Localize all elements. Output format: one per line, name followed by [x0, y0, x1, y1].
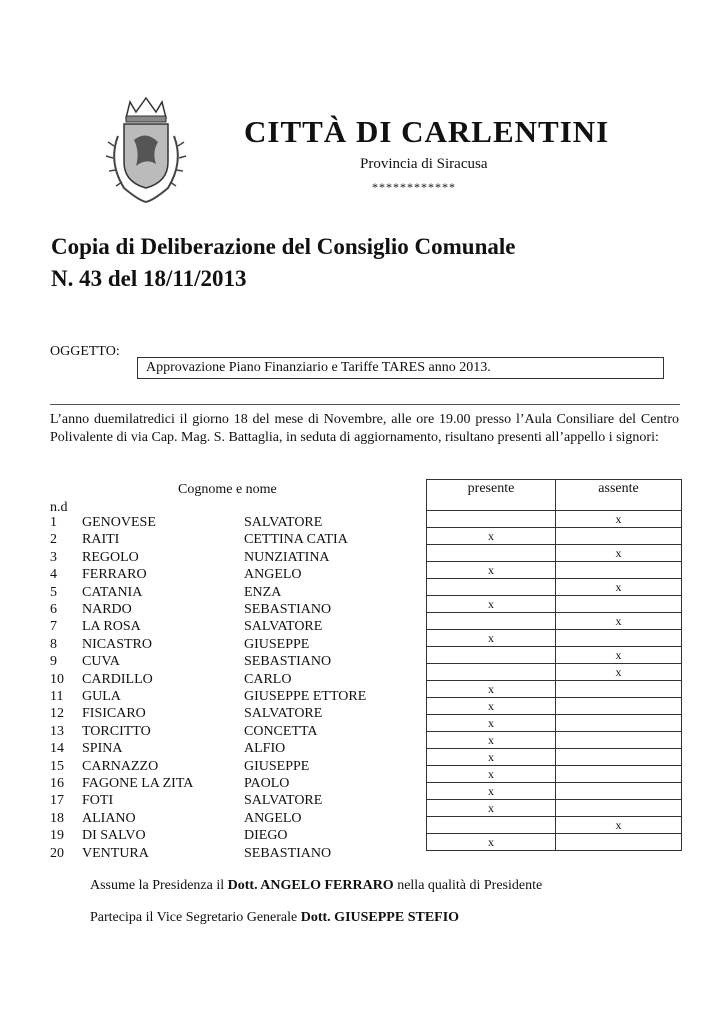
- attendance-row: [427, 783, 682, 800]
- document-number: N. 43 del 18/11/2013: [51, 266, 247, 291]
- councillor-first-name: SALVATORE: [244, 793, 323, 809]
- councillor-number: 1: [50, 515, 57, 530]
- attendance-table-header: [427, 480, 682, 511]
- attendance-row: [427, 766, 682, 783]
- councillor-number: 13: [50, 723, 64, 739]
- councillor-first-name: SALVATORE: [244, 515, 323, 530]
- present-mark: [427, 613, 556, 630]
- intro-paragraph: L’anno duemilatredici il giorno 18 del mese di Novembre, alle ore 19.00 presso l’Aula Consiliare del Centro Polivalente di via Cap. Mag. S. Battaglia, in seduta di aggiornamento, risultano presenti all’appello i signori:: [50, 412, 679, 445]
- councillor-row: [50, 514, 430, 531]
- councillor-surname: NARDO: [82, 602, 132, 617]
- councillor-first-name: SALVATORE: [244, 706, 323, 722]
- councillor-row: [50, 601, 430, 618]
- attendance-row: [427, 562, 682, 579]
- councillor-row: [50, 845, 430, 862]
- councillor-surname: FISICARO: [82, 706, 146, 722]
- councillor-first-name: CONCETTA: [244, 723, 318, 739]
- councillor-first-name: ANGELO: [244, 567, 302, 583]
- subject-label: OGGETTO:: [50, 344, 120, 359]
- councillor-surname: GENOVESE: [82, 515, 156, 530]
- councillor-number: 4: [50, 567, 57, 583]
- absent-mark: [556, 800, 682, 817]
- absent-mark: [556, 749, 682, 766]
- decorative-stars: ************: [372, 180, 456, 194]
- councillor-surname: CUVA: [82, 654, 120, 670]
- city-title: CITTÀ DI CARLENTINI: [244, 114, 610, 149]
- attendance-row: [427, 647, 682, 664]
- councillor-first-name: SALVATORE: [244, 619, 323, 635]
- presidency-line: [90, 878, 542, 894]
- absent-mark: [556, 766, 682, 783]
- attendance-row: [427, 664, 682, 681]
- attendance-row: [427, 681, 682, 698]
- present-mark: [427, 545, 556, 562]
- province-label: Provincia di Siracusa: [360, 156, 488, 172]
- present-mark: x: [427, 800, 556, 817]
- attendance-row: [427, 698, 682, 715]
- councillor-first-name: NUNZIATINA: [244, 549, 330, 565]
- attendance-row: [427, 834, 682, 851]
- councillor-surname: GULA: [82, 689, 121, 704]
- number-column-header: n.d: [50, 500, 68, 515]
- absent-mark: [556, 528, 682, 545]
- absent-mark: [556, 732, 682, 749]
- absent-mark: x: [556, 579, 682, 596]
- councillor-row: [50, 566, 430, 583]
- councillor-number: 7: [50, 619, 57, 635]
- present-mark: x: [427, 749, 556, 766]
- absent-mark: x: [556, 613, 682, 630]
- councillor-number: 5: [50, 584, 57, 600]
- attendance-row: [427, 817, 682, 834]
- present-mark: x: [427, 766, 556, 783]
- present-mark: x: [427, 562, 556, 579]
- attendance-row: [427, 800, 682, 817]
- councillor-first-name: GIUSEPPE: [244, 636, 310, 652]
- absent-header: assente: [556, 480, 682, 511]
- councillor-number: 10: [50, 671, 64, 687]
- councillor-number: 18: [50, 810, 64, 826]
- councillor-row: [50, 723, 430, 740]
- attendance-row: [427, 545, 682, 562]
- subject-text: Approvazione Piano Finanziario e Tariffe TARES anno 2013.: [146, 360, 491, 375]
- councillor-first-name: CARLO: [244, 671, 292, 687]
- councillor-first-name: DIEGO: [244, 828, 288, 844]
- councillor-first-name: GIUSEPPE: [244, 758, 310, 774]
- councillor-number: 2: [50, 532, 57, 548]
- attendance-row: [427, 528, 682, 545]
- councillor-surname: ALIANO: [82, 810, 136, 826]
- secretary-line: [90, 910, 459, 926]
- present-mark: x: [427, 698, 556, 715]
- councillor-surname: FERRARO: [82, 567, 147, 583]
- councillor-row: [50, 653, 430, 670]
- councillor-surname: CARDILLO: [82, 671, 153, 687]
- councillor-row: [50, 758, 430, 775]
- councillor-surname: TORCITTO: [82, 723, 151, 739]
- absent-mark: [556, 715, 682, 732]
- councillor-row: [50, 549, 430, 566]
- councillor-number: 17: [50, 793, 64, 809]
- councillor-number: 15: [50, 758, 64, 774]
- document-title: Copia di Deliberazione del Consiglio Comunale: [51, 234, 516, 259]
- absent-mark: [556, 596, 682, 613]
- present-mark: [427, 664, 556, 681]
- councillor-number: 19: [50, 828, 64, 844]
- absent-mark: x: [556, 664, 682, 681]
- attendance-row: [427, 613, 682, 630]
- absent-mark: x: [556, 817, 682, 834]
- absent-mark: [556, 681, 682, 698]
- councillor-row: [50, 792, 430, 809]
- councillor-surname: REGOLO: [82, 549, 139, 565]
- present-mark: x: [427, 732, 556, 749]
- attendance-row: [427, 511, 682, 528]
- absent-mark: [556, 630, 682, 647]
- councillor-row: [50, 705, 430, 722]
- present-header: presente: [427, 480, 556, 511]
- councillor-number: 20: [50, 845, 64, 861]
- subject-box: [137, 357, 664, 379]
- councillor-row: [50, 618, 430, 635]
- absent-mark: [556, 834, 682, 851]
- councillor-first-name: GIUSEPPE ETTORE: [244, 689, 367, 704]
- councillor-first-name: SEBASTIANO: [244, 602, 332, 617]
- presidency-suffix: nella qualità di Presidente: [397, 878, 543, 893]
- present-mark: x: [427, 630, 556, 647]
- councillor-first-name: PAOLO: [244, 776, 290, 791]
- present-mark: [427, 817, 556, 834]
- councillor-first-name: SEBASTIANO: [244, 654, 332, 670]
- councillor-surname: DI SALVO: [82, 828, 146, 844]
- present-mark: x: [427, 715, 556, 732]
- councillor-first-name: ALFIO: [244, 741, 286, 757]
- absent-mark: x: [556, 545, 682, 562]
- councillor-first-name: ENZA: [244, 584, 282, 600]
- councillor-row: [50, 671, 430, 688]
- councillor-number: 3: [50, 549, 57, 565]
- councillor-surname: NICASTRO: [82, 636, 153, 652]
- councillor-surname: FOTI: [82, 793, 114, 809]
- councillor-number: 14: [50, 741, 64, 757]
- councillor-row: [50, 636, 430, 653]
- councillor-surname: SPINA: [82, 741, 123, 757]
- councillor-surname: VENTURA: [82, 845, 149, 861]
- councillor-row: [50, 775, 430, 792]
- present-mark: x: [427, 596, 556, 613]
- present-mark: x: [427, 681, 556, 698]
- councillor-surname: CATANIA: [82, 584, 143, 600]
- attendance-row: [427, 630, 682, 647]
- councillor-number: 11: [50, 689, 64, 704]
- councillor-surname: FAGONE LA ZITA: [82, 776, 194, 791]
- city-crest-icon: [104, 96, 188, 208]
- secretary-name: Dott. GIUSEPPE STEFIO: [300, 910, 460, 925]
- presidency-prefix: Assume la Presidenza il: [90, 878, 225, 893]
- councillor-row: [50, 740, 430, 757]
- absent-mark: x: [556, 647, 682, 664]
- councillor-first-name: SEBASTIANO: [244, 845, 332, 861]
- present-mark: x: [427, 528, 556, 545]
- attendance-row: [427, 715, 682, 732]
- attendance-row: [427, 579, 682, 596]
- name-column-header: Cognome e nome: [178, 482, 277, 497]
- councillor-row: [50, 688, 430, 705]
- absent-mark: [556, 562, 682, 579]
- present-mark: x: [427, 783, 556, 800]
- councillor-first-name: ANGELO: [244, 810, 302, 826]
- attendance-row: [427, 749, 682, 766]
- present-mark: [427, 511, 556, 528]
- presidency-name: Dott. ANGELO FERRARO: [227, 878, 394, 893]
- councillor-number: 16: [50, 776, 64, 791]
- present-mark: [427, 647, 556, 664]
- councillor-row: [50, 810, 430, 827]
- present-mark: [427, 579, 556, 596]
- absent-mark: [556, 783, 682, 800]
- councillor-row: [50, 584, 430, 601]
- councillor-number: 12: [50, 706, 64, 722]
- councillor-surname: LA ROSA: [82, 619, 141, 635]
- attendance-row: [427, 596, 682, 613]
- councillor-surname: RAITI: [82, 532, 120, 548]
- councillor-row: [50, 827, 430, 844]
- councillor-row: [50, 531, 430, 548]
- councillor-number: 6: [50, 602, 57, 617]
- absent-mark: [556, 698, 682, 715]
- councillor-first-name: CETTINA CATIA: [244, 532, 348, 548]
- present-mark: x: [427, 834, 556, 851]
- councillor-number: 8: [50, 636, 57, 652]
- councillor-surname: CARNAZZO: [82, 758, 159, 774]
- councillor-number: 9: [50, 654, 57, 670]
- attendance-row: [427, 732, 682, 749]
- section-divider: [50, 404, 680, 405]
- absent-mark: x: [556, 511, 682, 528]
- secretary-prefix: Partecipa il Vice Segretario Generale: [90, 910, 298, 925]
- attendance-table: [426, 479, 682, 851]
